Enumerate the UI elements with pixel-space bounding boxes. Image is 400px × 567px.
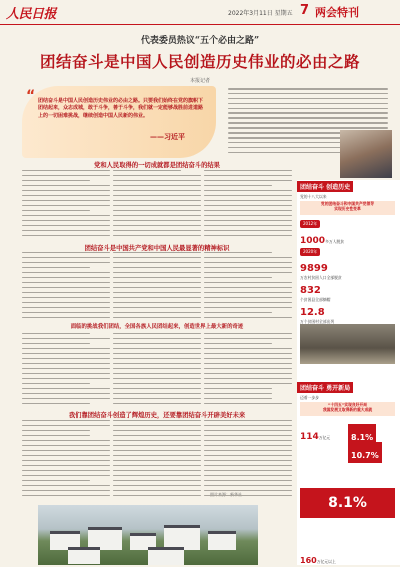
quote-box: [22, 86, 216, 158]
text-line: [22, 292, 110, 293]
text-line: [113, 307, 201, 308]
text-line: [204, 302, 292, 303]
text-line: [204, 363, 292, 364]
newspaper-logo: 人民日报: [6, 7, 57, 22]
stat-3: [300, 278, 395, 302]
text-line: [113, 348, 201, 349]
sidebar-box-2: [300, 402, 395, 416]
text-line: [204, 420, 292, 421]
text-line: [113, 495, 201, 496]
text-line: [113, 383, 201, 384]
text-line: [204, 425, 292, 426]
text-line: [22, 307, 110, 308]
text-line: [113, 317, 201, 318]
stat-7-value: 10.7%: [351, 451, 379, 460]
sidebar-subtitle-2: 迈着一步步: [300, 395, 319, 400]
page-number: 7: [300, 3, 310, 18]
sidebar-box-1-line-1: 党的团结奋斗和中国共产党领导: [320, 201, 375, 206]
text-line: [204, 307, 292, 308]
stat-5-value: 114: [300, 432, 319, 442]
text-line: [22, 267, 90, 268]
text-line: [22, 465, 110, 466]
text-line: [113, 272, 201, 273]
text-line: [204, 440, 292, 441]
text-line: [22, 348, 110, 349]
text-line: [113, 420, 201, 421]
sidebar-box-1-line-2: 实现历史性变革: [334, 206, 361, 211]
sidebar-box-2-line-1: “十四五”实现良好开局: [327, 402, 368, 407]
text-line: [113, 312, 201, 313]
stat-8-badge: [300, 488, 395, 518]
text-line: [204, 383, 292, 384]
text-line: [113, 470, 201, 471]
text-line: [204, 297, 292, 298]
text-line: [113, 393, 201, 394]
text-line: [113, 277, 201, 278]
text-line: [22, 282, 110, 283]
subhead-4: 我们靠团结奋斗创造了辉煌历史，还要靠团结奋斗开辟美好未来: [68, 412, 246, 419]
text-line: [113, 425, 201, 426]
text-line: [113, 388, 201, 389]
kicker: 代表委员热议“五个必由之路”: [140, 36, 260, 46]
text-line: [22, 358, 110, 359]
text-line: [204, 368, 292, 369]
text-line: [22, 403, 90, 404]
quote-attribution: ——习近平: [150, 133, 185, 141]
text-line: [22, 317, 110, 318]
sidebar-year-1: 2012年: [300, 220, 320, 228]
text-line: [204, 480, 292, 481]
text-line: [113, 450, 201, 451]
sidebar-title-2: 团结奋斗 勇开新局: [297, 382, 353, 393]
text-line: [204, 465, 292, 466]
sidebar-box-2-line-2: 我国发展又取得新的重大成就: [322, 407, 373, 412]
sidebar-year-2: 2020年: [300, 248, 320, 256]
text-line: [204, 460, 292, 461]
text-line: [113, 490, 201, 491]
text-line: [204, 282, 292, 283]
stat-7-badge: [348, 442, 382, 463]
stat-4: [300, 300, 395, 324]
text-line: [22, 353, 110, 354]
text-line: [113, 435, 201, 436]
text-line: [22, 425, 110, 426]
issue-date: 2022年3月11日 星期五: [228, 10, 293, 17]
text-line: [204, 343, 272, 344]
stat-2: [300, 256, 395, 280]
sidebar-title-1: 团结奋斗 创造历史: [297, 181, 353, 192]
text-line: [204, 358, 292, 359]
text-line: [204, 470, 292, 471]
text-line: [204, 348, 292, 349]
text-line: [22, 312, 110, 313]
text-line: [204, 292, 292, 293]
text-line: [204, 435, 292, 436]
text-line: [113, 338, 201, 339]
quote-mark-icon: “: [26, 88, 36, 104]
text-line: [113, 445, 201, 446]
text-line: [113, 358, 201, 359]
text-line: [204, 378, 292, 379]
text-line: [113, 485, 201, 486]
text-line: [22, 470, 110, 471]
text-line: [204, 312, 272, 313]
text-line: [22, 378, 110, 379]
text-line: [22, 455, 110, 456]
stat-2-label: 万农村贫困人口全部脱贫: [300, 275, 342, 280]
text-line: [204, 353, 292, 354]
photo-village: [38, 505, 258, 565]
text-line: [204, 393, 272, 394]
text-line: [113, 262, 201, 263]
text-line: [113, 403, 201, 404]
sidebar-box-1: [300, 201, 395, 215]
text-line: [22, 373, 110, 374]
stat-5: [300, 424, 330, 443]
text-line: [113, 440, 201, 441]
text-line: [22, 445, 110, 446]
text-line: [113, 363, 201, 364]
text-line: [22, 297, 110, 298]
sidebar-subtitle-1: 党的十八大以来: [300, 194, 327, 199]
text-line: [22, 262, 110, 263]
text-line: [113, 430, 201, 431]
text-line: [22, 383, 90, 384]
stat-2-value: 9899: [300, 263, 328, 274]
text-line: [113, 353, 201, 354]
text-line: [113, 398, 201, 399]
text-line: [22, 450, 110, 451]
subhead-1: 党和人民取得的一切成就都是团结奋斗的结果: [94, 162, 220, 169]
text-line: [22, 368, 110, 369]
stat-9-label: 万亿元以上: [316, 559, 336, 564]
text-line: [22, 485, 110, 486]
text-line: [22, 480, 90, 481]
text-line: [204, 475, 292, 476]
stat-8-value: 8.1%: [328, 495, 367, 511]
text-line: [113, 460, 201, 461]
text-line: [113, 368, 201, 369]
text-line: [22, 257, 110, 258]
text-line: [22, 388, 110, 389]
text-line: [204, 445, 292, 446]
sidebar-photo: [300, 324, 395, 364]
text-line: [22, 435, 90, 436]
text-line: [113, 282, 201, 283]
text-line: [113, 455, 201, 456]
text-line: [113, 480, 201, 481]
text-line: [113, 378, 201, 379]
stat-5-unit: 万亿元: [318, 435, 331, 440]
text-line: [204, 333, 292, 334]
text-line: [113, 297, 201, 298]
stat-1-value: 1000: [300, 236, 326, 246]
byline: 本报记者: [189, 78, 210, 84]
article-body-1: [22, 172, 292, 242]
text-line: [113, 292, 201, 293]
stat-9: [300, 548, 336, 567]
text-line: [204, 388, 272, 389]
text-line: [204, 455, 292, 456]
text-line: [22, 393, 110, 394]
text-line: [113, 287, 201, 288]
text-line: [22, 495, 110, 496]
text-line: [113, 373, 201, 374]
text-line: [113, 257, 201, 258]
text-line: [22, 343, 90, 344]
text-line: [22, 338, 110, 339]
text-line: [204, 287, 292, 288]
text-line: [204, 403, 292, 404]
stat-9-value: 160: [300, 556, 317, 565]
subhead-3: 面临的挑战我们团结，全国各族人民团结起来，创造世界上最大新的奇迹: [70, 324, 244, 330]
text-line: [22, 460, 110, 461]
text-line: [204, 257, 292, 258]
text-line: [113, 267, 201, 268]
stat-3-value: 832: [300, 285, 321, 296]
text-line: [204, 252, 272, 253]
text-line: [204, 485, 292, 486]
text-line: [22, 490, 110, 491]
text-line: [113, 343, 201, 344]
text-line: [22, 272, 110, 273]
text-line: [204, 317, 292, 318]
quote-text: 团结奋斗是中国人民创造历史伟业的必由之路。只要我们始终在党的旗帜下团结起来，众志成城，敢于斗争，善于斗争，我们就一定能够战胜前进道路上的一切困难挑战，继续创造中国人民新的伟业。: [38, 98, 204, 119]
text-line: [204, 262, 292, 263]
text-line: [22, 420, 110, 421]
stat-3-label: 个贫困县全部摘帽: [300, 297, 331, 302]
text-line: [22, 252, 110, 253]
text-line: [22, 287, 110, 288]
text-line: [204, 430, 292, 431]
photo-people: [340, 130, 392, 178]
stat-4-label: 万个贫困村全部出列: [300, 319, 335, 324]
text-line: [113, 302, 201, 303]
text-line: [22, 302, 110, 303]
text-line: [113, 475, 201, 476]
text-line: [22, 475, 110, 476]
text-line: [204, 450, 292, 451]
text-line: [204, 267, 292, 268]
text-line: [113, 333, 201, 334]
stat-1: [300, 228, 395, 247]
text-line: [22, 333, 90, 334]
text-line: [113, 252, 201, 253]
text-line: [22, 440, 110, 441]
text-line: [204, 338, 292, 339]
text-line: [22, 277, 110, 278]
section-title: 两会特刊: [315, 6, 359, 19]
text-line: [22, 363, 110, 364]
text-line: [22, 398, 110, 399]
text-line: [22, 430, 90, 431]
stat-1-unit: 多万人脱贫: [325, 239, 345, 244]
text-line: [204, 373, 292, 374]
text-line: [204, 272, 292, 273]
text-line: [204, 398, 272, 399]
stat-4-value: 12.8: [300, 307, 325, 318]
headline: 团结奋斗是中国人民创造历史伟业的必由之路: [39, 52, 360, 71]
subhead-2: 团结奋斗是中国共产党和中国人民最显著的精神标识: [84, 245, 230, 252]
stat-6-value: 8.1%: [351, 433, 374, 442]
text-line: [113, 465, 201, 466]
text-line: [204, 277, 272, 278]
